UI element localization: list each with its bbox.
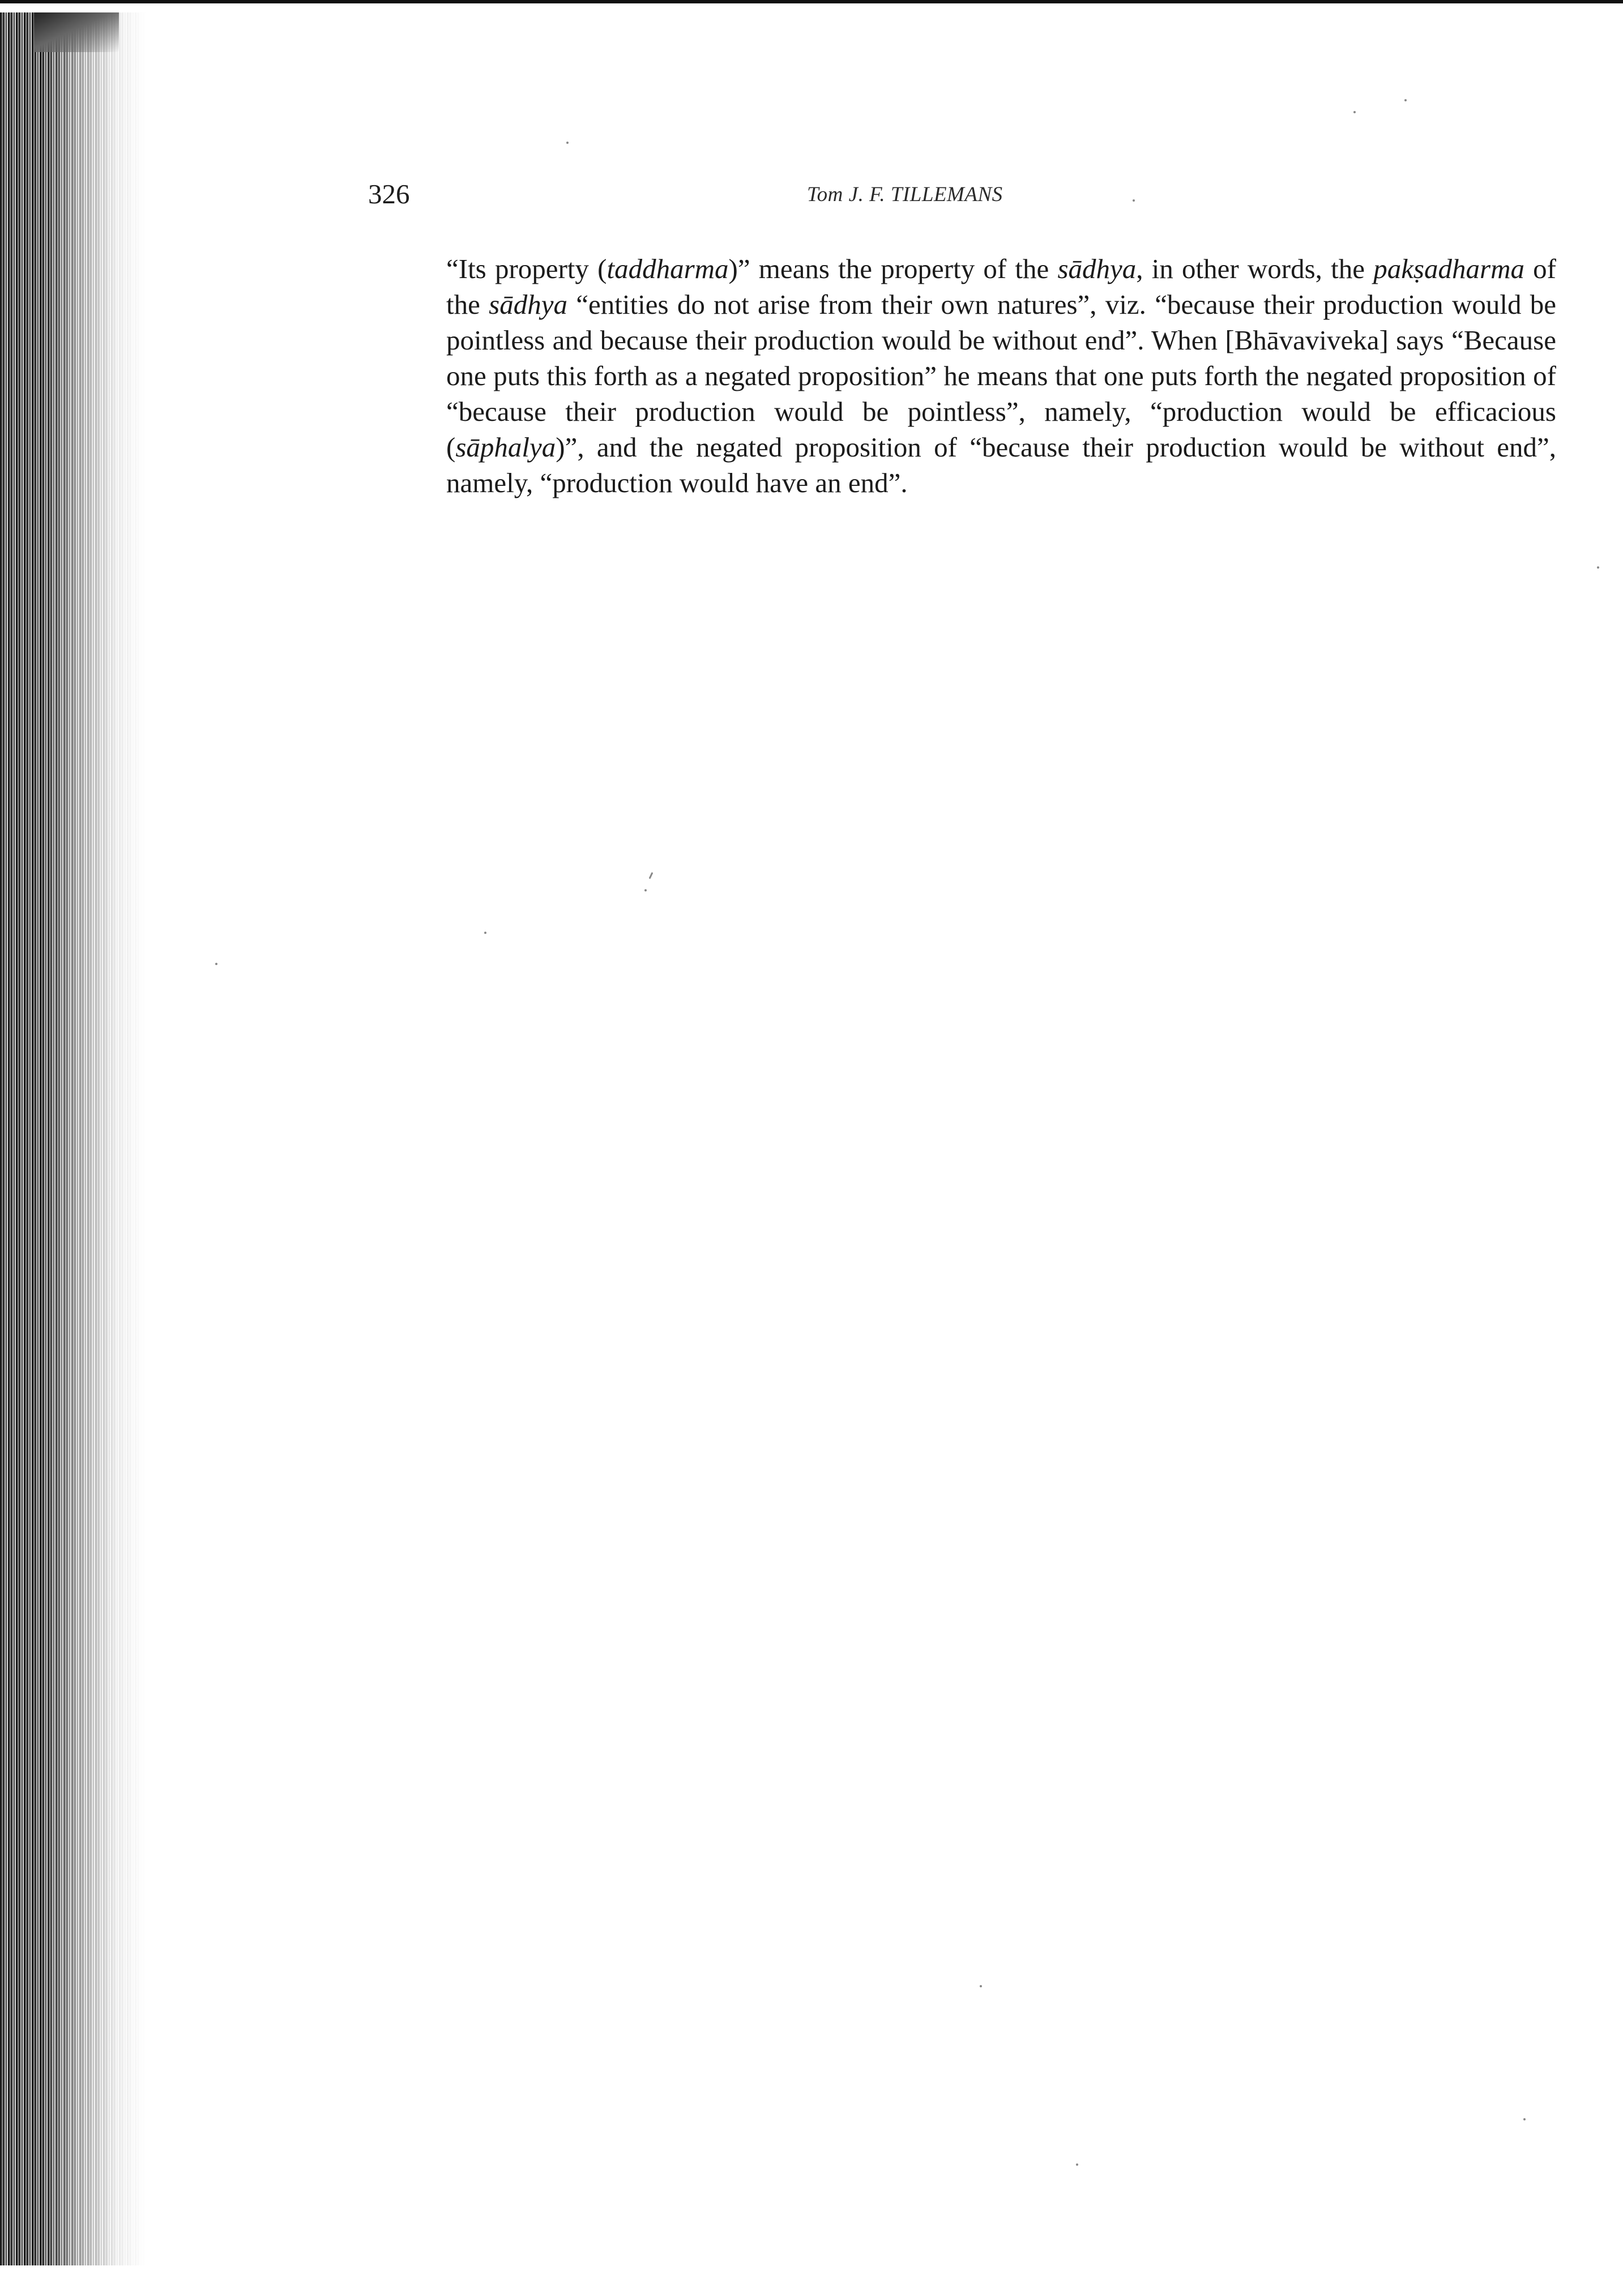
top-edge-rule <box>0 0 1623 3</box>
text-run: )” means the property of the <box>728 253 1058 284</box>
italic-term: sāphalya <box>455 432 556 463</box>
running-head: Tom J. F. TILLEMANS <box>807 183 1003 206</box>
scan-speck <box>1076 2163 1078 2166</box>
scan-speck <box>1597 566 1599 569</box>
text-run: )”, and the negated proposition of “because their production would be without end”, namely, “production would have an end”. <box>446 432 1556 498</box>
scan-speck <box>649 872 654 879</box>
scan-speck <box>566 142 569 144</box>
book-binding-shadow <box>0 12 146 2265</box>
text-run: of the <box>446 253 1556 320</box>
text-run: “Its property ( <box>446 253 607 284</box>
page-number: 326 <box>368 178 410 210</box>
italic-term: taddharma <box>607 253 729 284</box>
scan-speck <box>980 1985 982 1987</box>
scan-speck <box>644 889 647 891</box>
scan-speck <box>1133 199 1135 202</box>
body-paragraph <box>446 251 1556 501</box>
scan-speck <box>1523 2118 1526 2120</box>
scan-speck <box>1353 111 1356 113</box>
italic-term: sādhya <box>489 289 567 320</box>
text-run: , in other words, the <box>1136 253 1374 284</box>
binding-corner-shadow <box>34 12 119 52</box>
italic-term: pakṣadharma <box>1373 253 1524 284</box>
scan-speck <box>484 932 486 934</box>
text-run: “entities do not arise from their own natures”, viz. “because their production would be pointless and because their production would be without end”. When [Bhāvaviveka] says “Because one puts this forth as a negated proposition” he means that one puts forth the negated proposition of “because their production would be pointless”, namely, “production would be efficacious ( <box>446 289 1556 463</box>
scan-speck <box>215 963 217 965</box>
scan-speck <box>1404 99 1407 101</box>
italic-term: sādhya <box>1057 253 1137 284</box>
